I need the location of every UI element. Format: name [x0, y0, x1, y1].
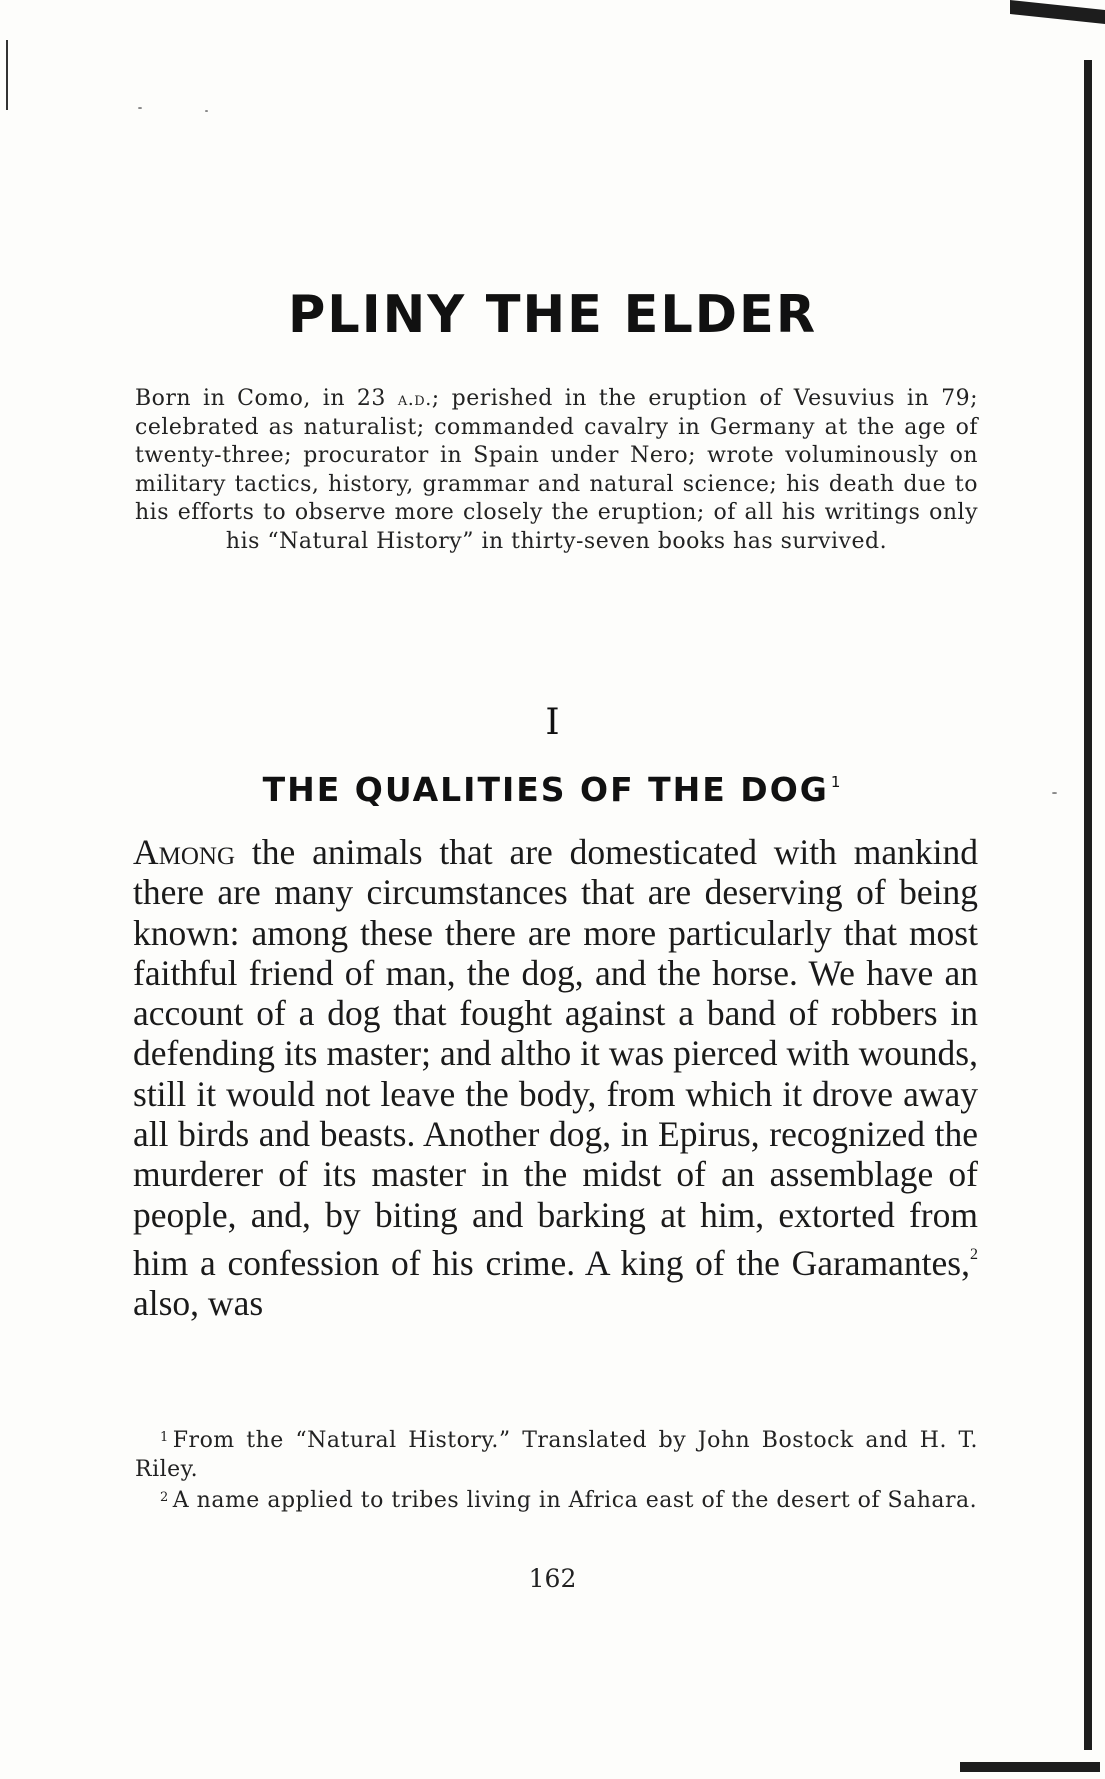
footnote-ref: 2: [970, 1245, 978, 1263]
footnote-marker: 2: [160, 1490, 169, 1505]
scan-edge-bottom-right: [960, 1762, 1100, 1772]
footnote-text: A name applied to tribes living in Africa east of the desert of Sahara.: [172, 1488, 978, 1513]
body-paragraph: [133, 832, 978, 1324]
scan-speck: [138, 107, 142, 109]
page-number: 162: [528, 1564, 577, 1593]
author-biography: [135, 385, 978, 556]
bio-text-start: Born in Como, in 23: [135, 386, 398, 411]
footnotes: [135, 1424, 978, 1516]
chapter-footnote-ref: 1: [830, 773, 843, 791]
body-text: [133, 832, 978, 1324]
paragraph-text: the animals that are domesticated with mankind there are many circumstances that are deserving of being known: among these there are more particularly that most faithful friend of man, the dog, and the horse. We have an account of a dog that fought against a band of robbers in defending its master; and altho it was pierced with wounds, still it would not leave the body, from which it drove away all birds and beasts. Another dog, in Epirus, recognized the murderer of its master in the midst of an assemblage of people, and, by biting and barking at him, extorted from him a confession of his crime. A king of the Garamantes,: [133, 832, 978, 1283]
footnote-text: From the “Natural History.” Translated by John Bostock and H. T. Riley.: [135, 1428, 978, 1482]
footnote-marker: 1: [160, 1430, 169, 1445]
paragraph-lead-word: Among: [133, 832, 236, 872]
footnote: [135, 1424, 978, 1484]
scan-edge-top-right: [1010, 0, 1105, 24]
scan-speck: [205, 110, 208, 112]
bio-text-rest: ; perished in the eruption of Vesuvius in 79; celebrated as naturalist; commanded cavalry in Germany at the age of twenty-three; procurator in Spain under Nero; wrote voluminously on military tactics, history, grammar and natural science; his death due to his efforts to observe more closely the eruption; of all his writings only his “Natural History” in thirty-seven books has survived.: [135, 386, 978, 554]
chapter-title: [0, 770, 1105, 809]
page-title: PLINY THE ELDER: [287, 285, 818, 345]
scan-edge-left: [6, 40, 8, 110]
paragraph-text-end: also, was: [133, 1283, 264, 1324]
chapter-title-text: THE QUALITIES OF THE DOG: [262, 770, 829, 809]
footnote: [135, 1484, 978, 1516]
chapter-numeral: I: [545, 702, 560, 743]
bio-era: a.d.: [397, 388, 432, 410]
